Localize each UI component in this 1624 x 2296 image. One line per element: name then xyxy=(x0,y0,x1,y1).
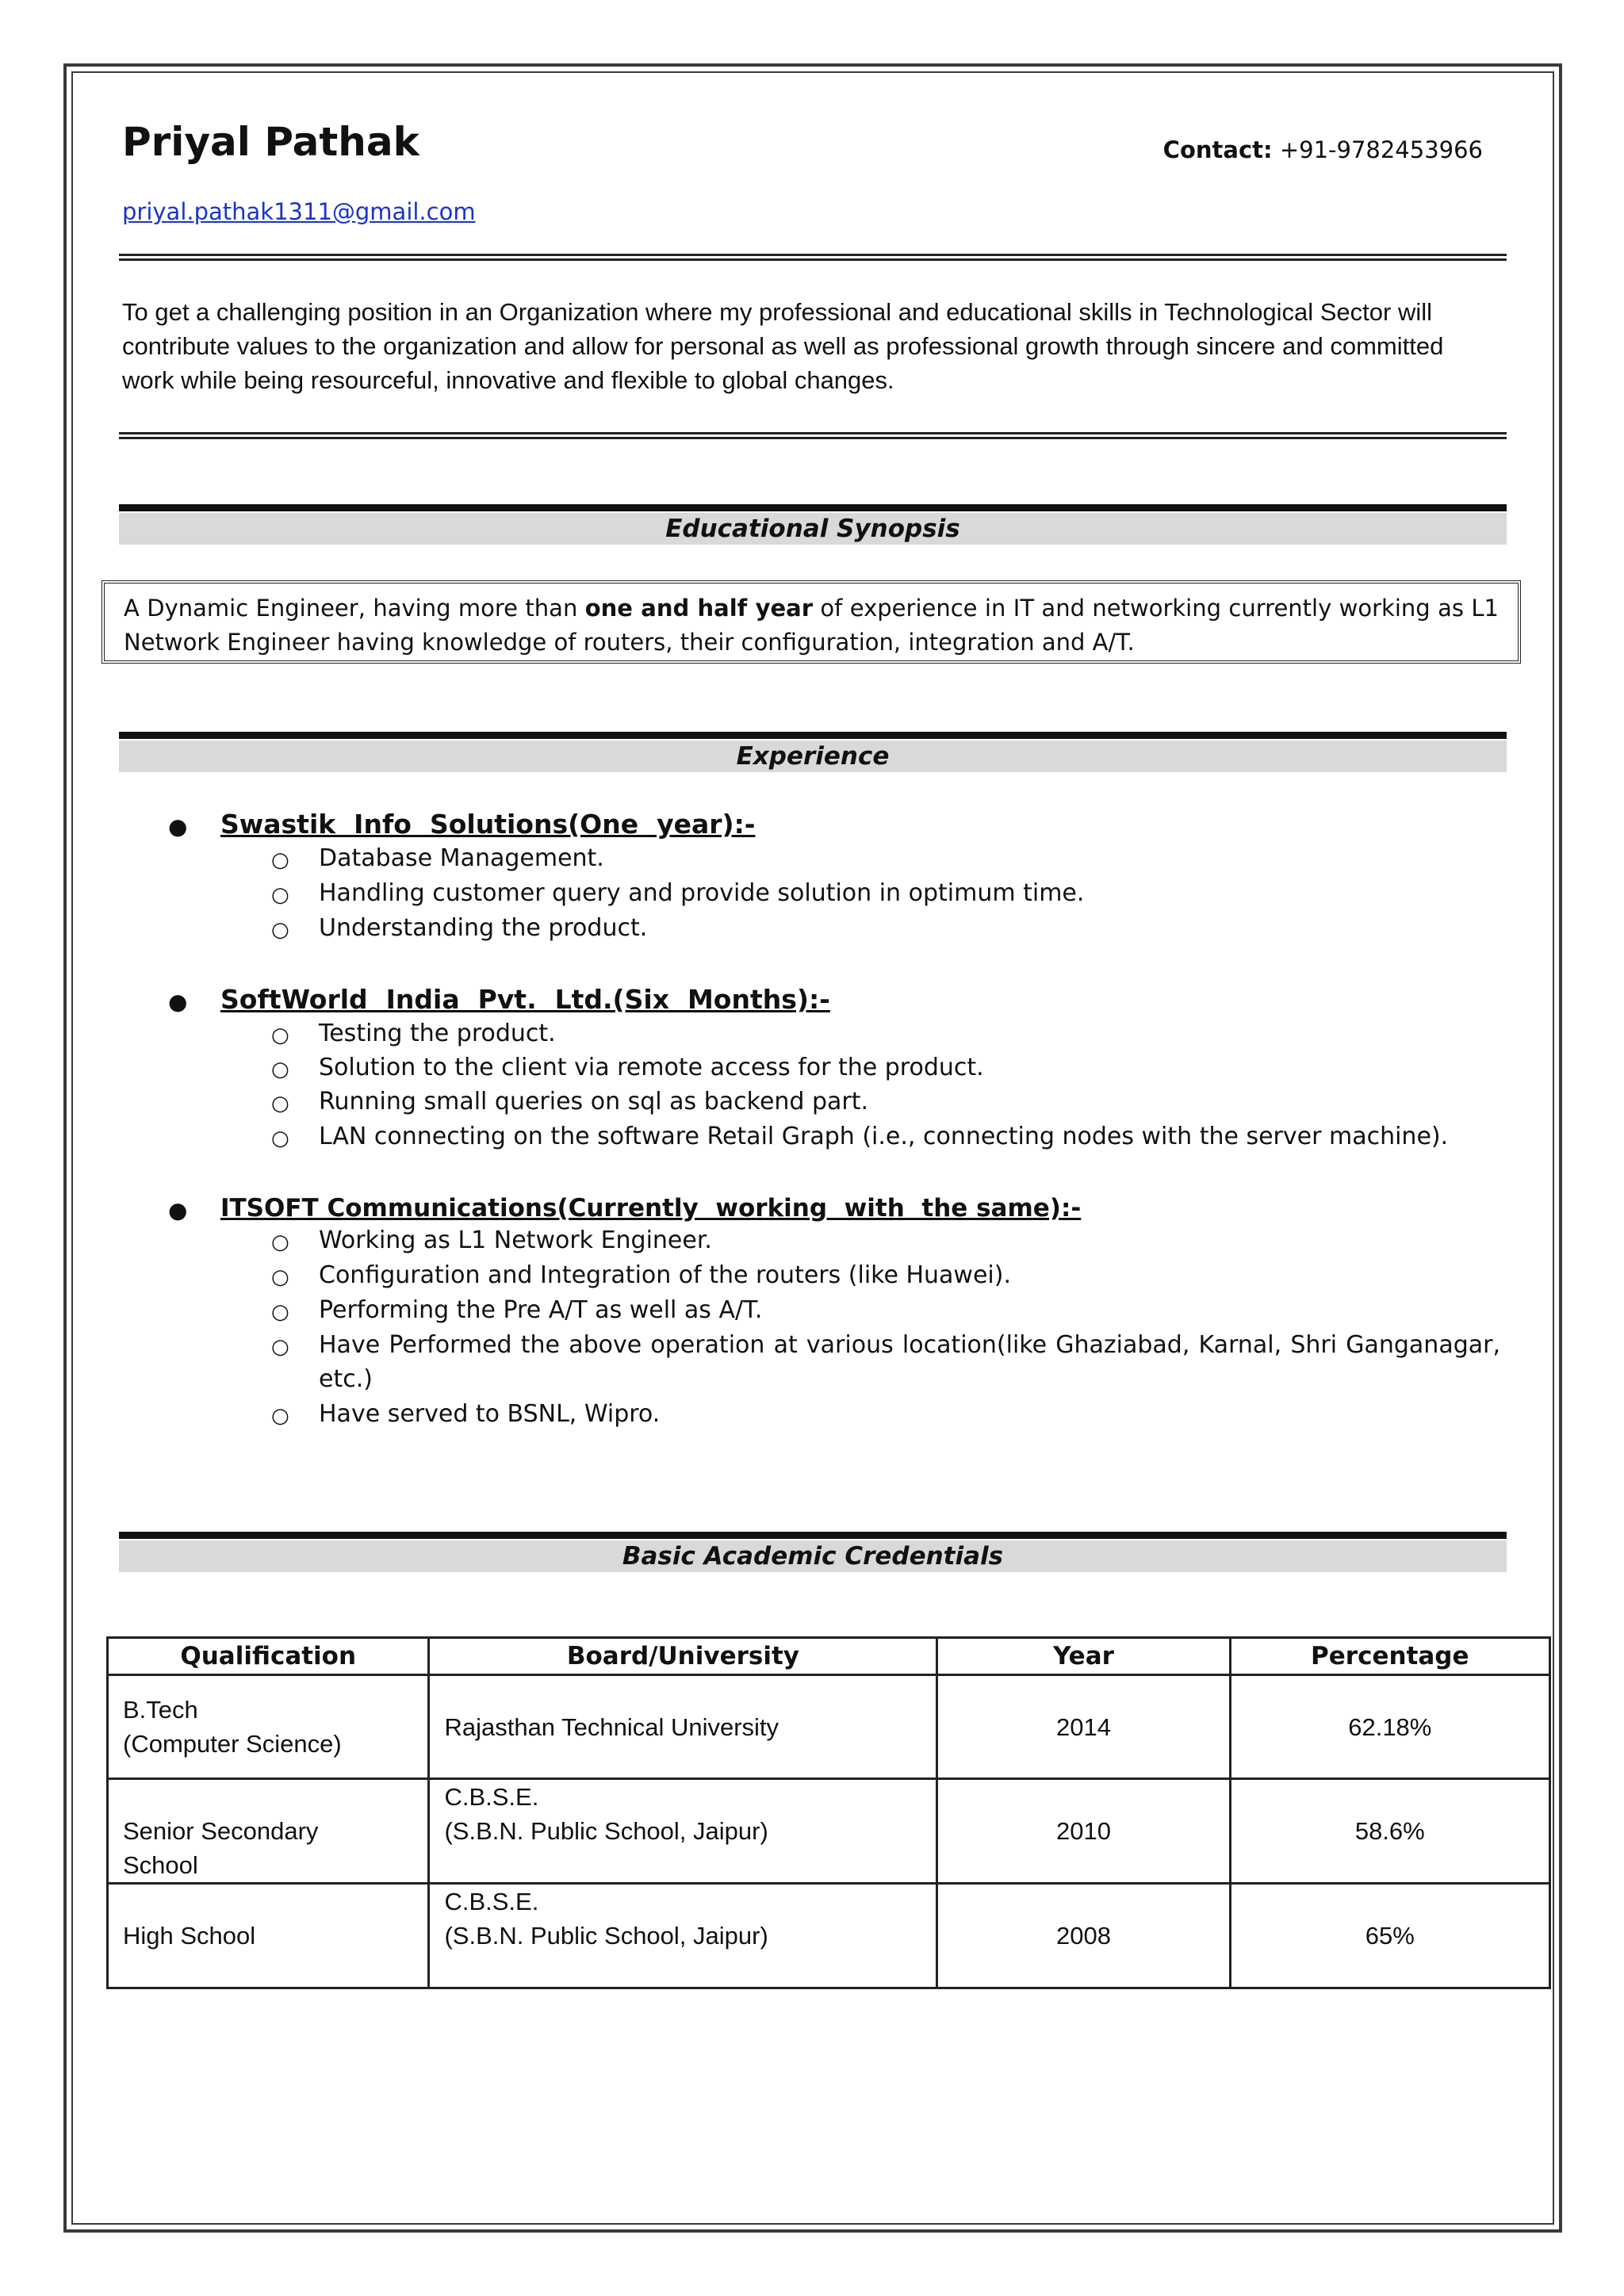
qualification-cell xyxy=(108,1779,429,1884)
circle-bullet-icon: ○ xyxy=(271,918,289,942)
cell-text: (S.B.N. Public School, Jaipur) xyxy=(444,1922,768,1950)
contact-info xyxy=(1163,136,1483,163)
synopsis-text: A Dynamic Engineer, having more than xyxy=(124,595,585,622)
section-academic xyxy=(119,1532,1507,1572)
company-swastik: Swastik Info Solutions(One year):- xyxy=(220,809,756,840)
objective-text: To get a challenging position in an Organization where my professional and educational skills in Technological Sector will contribute values to the organization and allow for personal as well as professional growth through sincere and committed work while being resourceful, innovative and flexible to global changes. xyxy=(122,298,1444,394)
column-header: Year xyxy=(937,1638,1230,1675)
experience-item: Working as L1 Network Engineer. xyxy=(319,1226,712,1254)
company-softworld: SoftWorld India Pvt. Ltd.(Six Months):- xyxy=(220,984,830,1015)
cell-text: School xyxy=(123,1851,198,1879)
year-cell: 2014 xyxy=(937,1675,1230,1779)
circle-bullet-icon: ○ xyxy=(271,848,289,872)
experience-item: LAN connecting on the software Retail Graph (i.e., connecting nodes with the server machine). xyxy=(319,1123,1449,1150)
board-cell xyxy=(429,1779,937,1884)
section-title: Experience xyxy=(119,740,1507,772)
circle-bullet-icon: ○ xyxy=(271,1092,289,1115)
year-cell: 2008 xyxy=(937,1884,1230,1988)
qualification-cell xyxy=(108,1884,429,1988)
experience-item: Have Performed the above operation at various location(like Ghaziabad, Karnal, Shri Ganganagar, etc.) xyxy=(319,1331,1500,1393)
bullet-icon: ● xyxy=(168,989,188,1015)
cell-text: (Computer Science) xyxy=(123,1730,342,1758)
circle-bullet-icon: ○ xyxy=(271,883,289,907)
year-cell: 2010 xyxy=(937,1779,1230,1884)
experience-item: Configuration and Integration of the routers (like Huawei). xyxy=(319,1261,1011,1289)
percentage-cell: 58.6% xyxy=(1230,1779,1549,1884)
experience-item: Database Management. xyxy=(319,844,604,872)
qualification-cell xyxy=(108,1675,429,1779)
circle-bullet-icon: ○ xyxy=(271,1265,289,1289)
experience-item: Handling customer query and provide solution in optimum time. xyxy=(319,879,1085,907)
contact-label: Contact: xyxy=(1162,136,1273,163)
cell-text: C.B.S.E. xyxy=(444,1888,539,1915)
cell-text: (S.B.N. Public School, Jaipur) xyxy=(444,1817,768,1845)
table-row xyxy=(108,1884,1550,1988)
company-itsoft: ITSOFT Communications(Currently working with the same):- xyxy=(220,1194,1082,1223)
bullet-icon: ● xyxy=(168,1197,188,1223)
percentage-cell: 62.18% xyxy=(1230,1675,1549,1779)
cell-text: B.Tech xyxy=(123,1696,198,1724)
table-row xyxy=(108,1779,1550,1884)
cell-text: Senior Secondary xyxy=(123,1817,319,1845)
circle-bullet-icon: ○ xyxy=(271,1300,289,1324)
circle-bullet-icon: ○ xyxy=(271,1058,289,1081)
experience-item: Solution to the client via remote access for the product. xyxy=(319,1054,984,1081)
section-title: Educational Synopsis xyxy=(119,513,1507,545)
contact-phone: +91-9782453966 xyxy=(1279,136,1483,163)
candidate-name: Priyal Pathak xyxy=(122,119,419,165)
column-header: Qualification xyxy=(108,1638,429,1675)
circle-bullet-icon: ○ xyxy=(271,1127,289,1150)
cell-text: Rajasthan Technical University xyxy=(444,1712,779,1741)
experience-item: Understanding the product. xyxy=(319,914,648,942)
circle-bullet-icon: ○ xyxy=(271,1335,289,1359)
header-divider xyxy=(119,254,1507,261)
email-link[interactable]: priyal.pathak1311@gmail.com xyxy=(122,198,476,225)
cell-text: High School xyxy=(123,1922,256,1950)
column-header: Board/University xyxy=(429,1638,937,1675)
board-cell xyxy=(429,1884,937,1988)
table-row xyxy=(108,1675,1550,1779)
academic-table xyxy=(106,1636,1551,1989)
experience-item: Testing the product. xyxy=(319,1020,556,1047)
section-title: Basic Academic Credentials xyxy=(119,1540,1507,1572)
section-educational-synopsis xyxy=(119,504,1507,545)
circle-bullet-icon: ○ xyxy=(271,1024,289,1047)
circle-bullet-icon: ○ xyxy=(271,1404,289,1428)
percentage-cell: 65% xyxy=(1230,1884,1549,1988)
synopsis-highlight: one and half year xyxy=(584,595,814,622)
section-experience xyxy=(119,732,1507,772)
synopsis-text: of experience in IT and networking currently working as L1 Network Engineer having knowledge of routers, their configuration, integration and A/T. xyxy=(124,595,1499,656)
experience-item: Running small queries on sql as backend part. xyxy=(319,1088,869,1115)
table-header-row xyxy=(108,1638,1550,1675)
board-cell xyxy=(429,1675,937,1779)
objective-divider xyxy=(119,432,1507,439)
experience-item: Have served to BSNL, Wipro. xyxy=(319,1400,661,1428)
bullet-icon: ● xyxy=(168,813,188,840)
experience-item: Performing the Pre A/T as well as A/T. xyxy=(319,1296,763,1324)
column-header: Percentage xyxy=(1230,1638,1549,1675)
cell-text: C.B.S.E. xyxy=(444,1783,539,1811)
circle-bullet-icon: ○ xyxy=(271,1230,289,1254)
synopsis-box xyxy=(102,580,1521,664)
